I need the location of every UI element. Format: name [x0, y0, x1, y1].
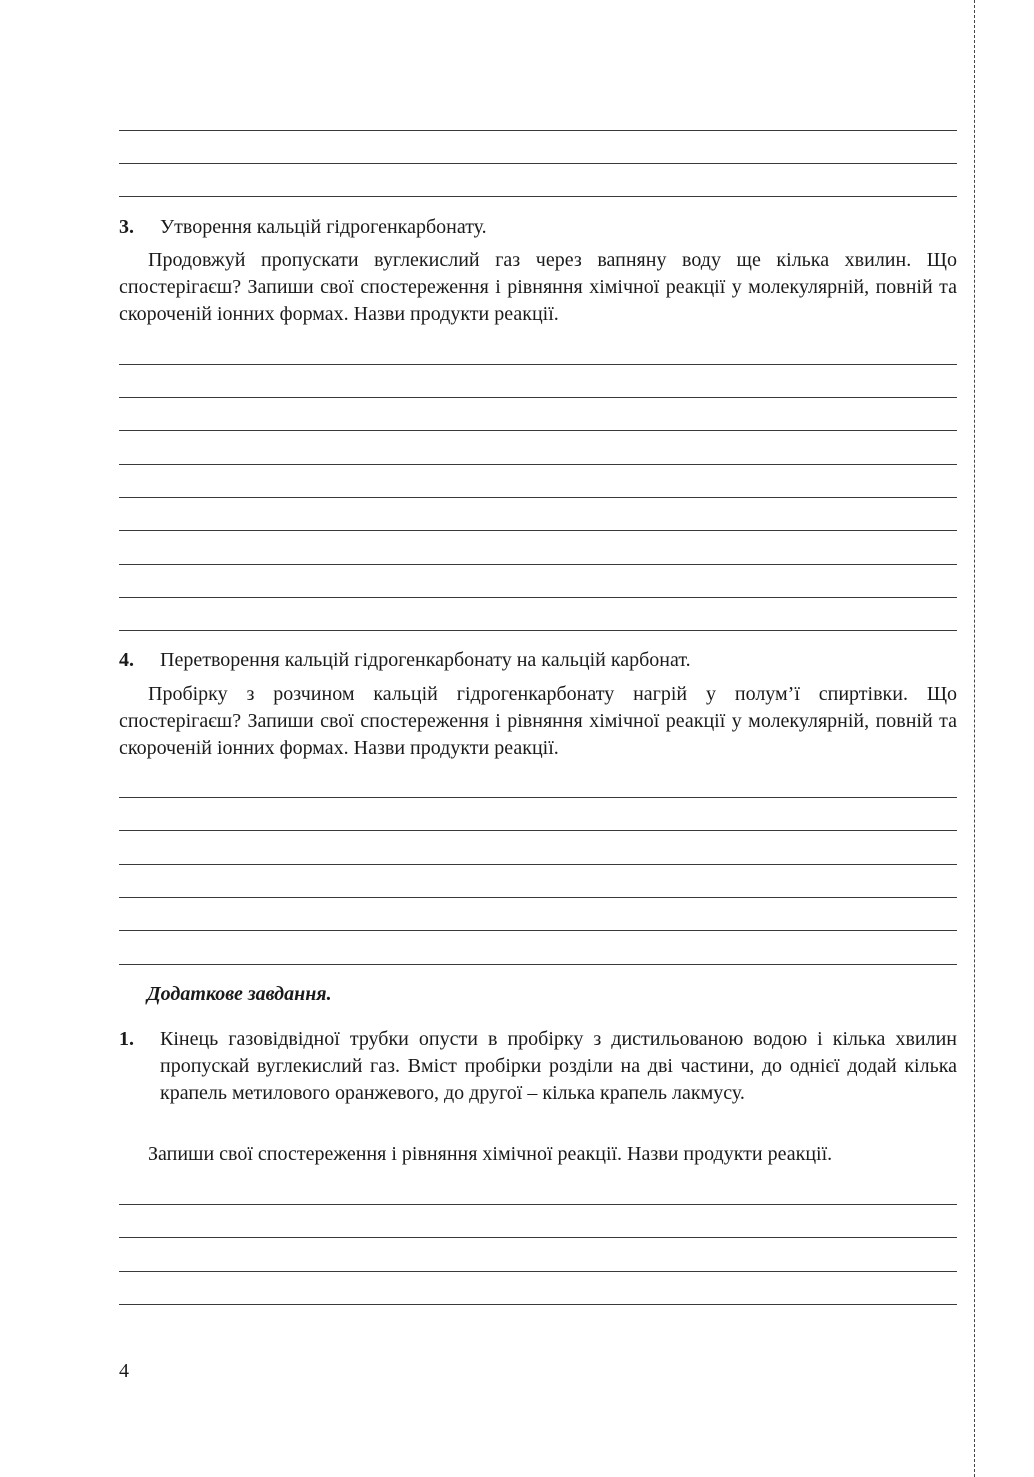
answer-line[interactable]	[119, 196, 957, 197]
extra-task-1-instruction: Запиши свої спостереження і рівняння хімічної реакції. Назви продукти реакції.	[148, 1143, 833, 1165]
task-3-title-text: Утворення кальцій гідрогенкарбонату.	[160, 216, 487, 238]
answer-line[interactable]	[119, 864, 957, 865]
task-4-title-text: Перетворення кальцій гідрогенкарбонату на кальцій карбонат.	[160, 649, 691, 671]
task-3-number: 3.	[119, 216, 134, 238]
answer-line[interactable]	[119, 1204, 957, 1205]
answer-line[interactable]	[119, 530, 957, 531]
answer-line[interactable]	[119, 964, 957, 965]
extra-task-heading: Додаткове завдання.	[147, 983, 332, 1005]
task-4-title	[119, 647, 957, 674]
answer-line[interactable]	[119, 497, 957, 498]
answer-line[interactable]	[119, 464, 957, 465]
answer-line[interactable]	[119, 597, 957, 598]
answer-line[interactable]	[119, 397, 957, 398]
answer-line[interactable]	[119, 430, 957, 431]
page-number: 4	[119, 1360, 129, 1382]
answer-line[interactable]	[119, 897, 957, 898]
task-3-instruction: Продовжуй пропускати вуглекислий газ через вапняну воду ще кілька хвилин. Що спостерігаєш? Запиши свої спостереження і рівняння хімічної реакції у молекулярній, повній та скороченій іонних формах. Назви продукти реакції.	[119, 249, 957, 325]
answer-line[interactable]	[119, 630, 957, 631]
answer-line[interactable]	[119, 830, 957, 831]
extra-task-1-number: 1.	[119, 1028, 134, 1050]
task-3-title	[119, 214, 957, 241]
cut-line	[974, 0, 975, 1477]
task-4-number: 4.	[119, 649, 134, 671]
answer-line[interactable]	[119, 1237, 957, 1238]
answer-line[interactable]	[119, 797, 957, 798]
answer-line[interactable]	[119, 930, 957, 931]
extra-task-1-text: Кінець газовідвідної трубки опусти в пробірку з дистильованою водою і кілька хвилин пропускай вуглекислий газ. Вміст пробірки розділи на дві частини, до однієї додай кілька крапель метилового оранжевого, до другої – кілька крапель лакмусу.	[160, 1028, 957, 1104]
answer-line[interactable]	[119, 1304, 957, 1305]
task-4-instruction: Пробірку з розчином кальцій гідрогенкарбонату нагрій у полум’ї спиртівки. Що спостерігаєш? Запиши свої спостереження і рівняння хімічної реакції у молекулярній, повній та скороченій іонних формах. Назви продукти реакції.	[119, 683, 957, 759]
answer-line[interactable]	[119, 364, 957, 365]
extra-task-1	[119, 1026, 957, 1107]
answer-line[interactable]	[119, 564, 957, 565]
answer-line[interactable]	[119, 130, 957, 131]
answer-line[interactable]	[119, 1271, 957, 1272]
answer-line[interactable]	[119, 163, 957, 164]
